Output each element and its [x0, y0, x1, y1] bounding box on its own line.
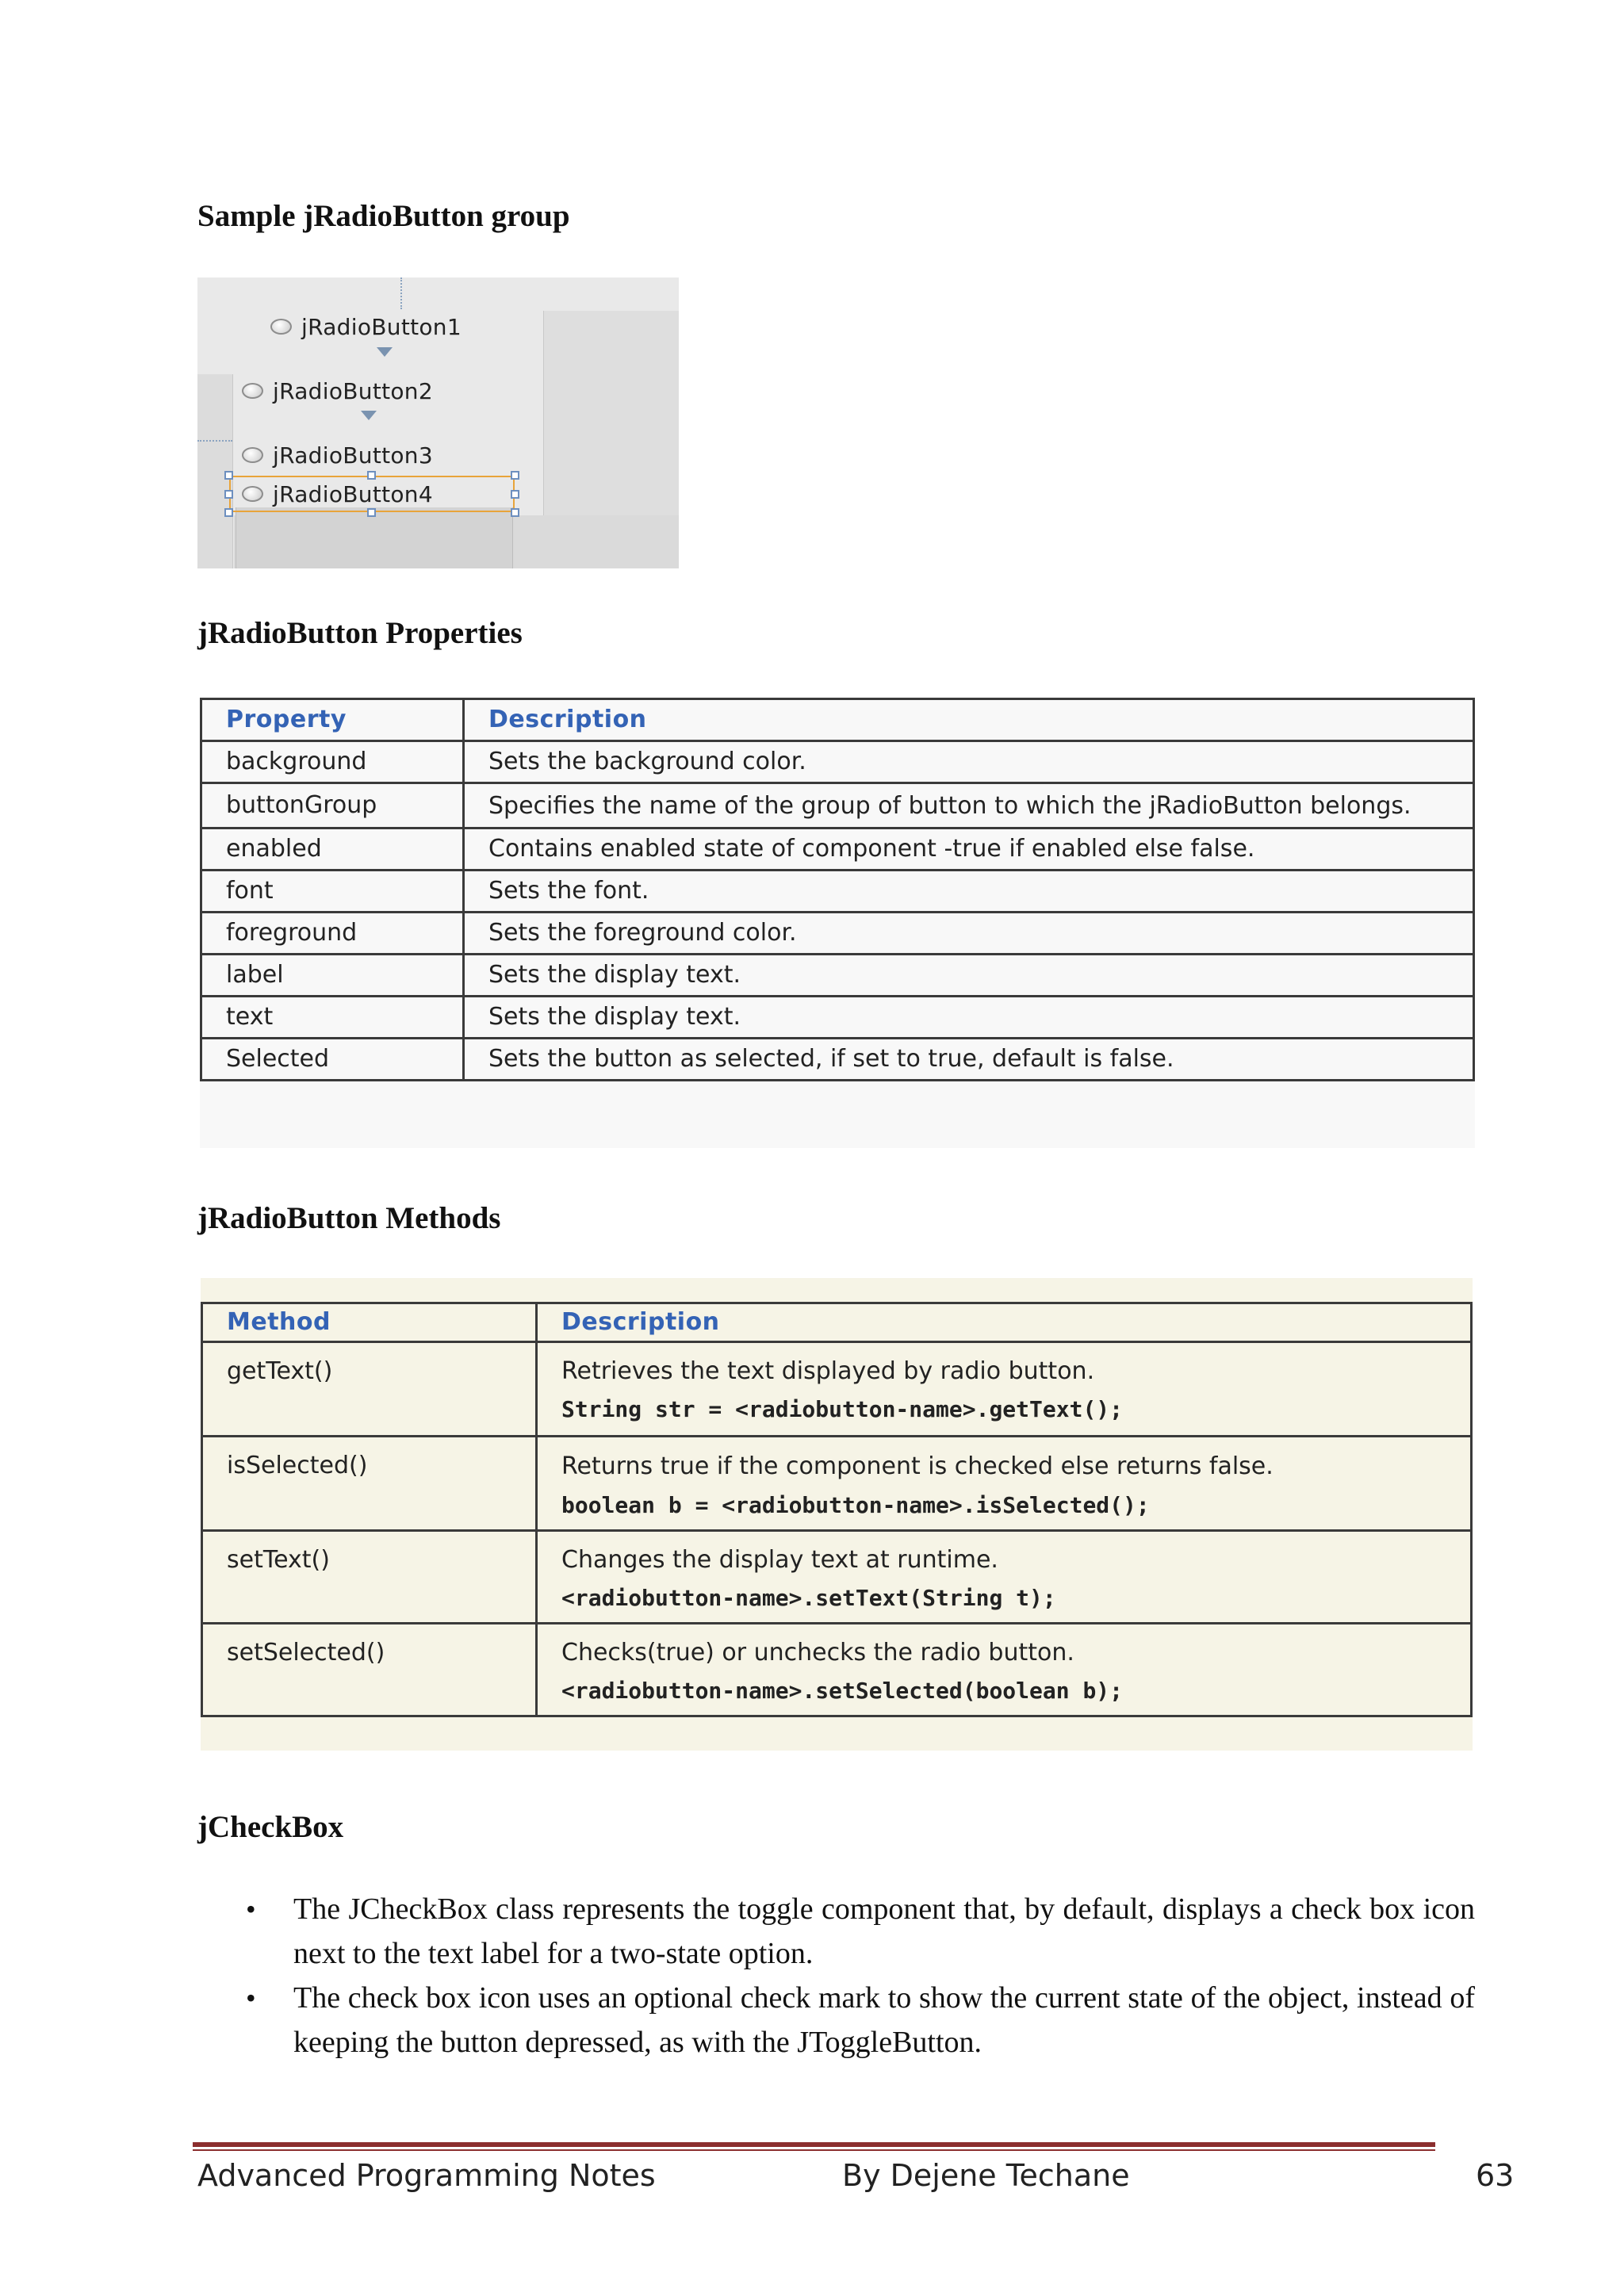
- method-description: [537, 1437, 1472, 1531]
- method-name: setSelected(): [202, 1624, 537, 1716]
- radio-button-1[interactable]: [270, 312, 462, 341]
- resize-handle[interactable]: [367, 471, 376, 480]
- properties-table: [200, 698, 1475, 1081]
- radio-button-label: jRadioButton3: [273, 442, 433, 469]
- method-code-example: <radiobutton-name>.setSelected(boolean b);: [561, 1678, 1124, 1704]
- footer-author: By Dejene Techane: [842, 2158, 1130, 2193]
- property-description: Sets the display text.: [464, 955, 1474, 997]
- table-header-row: [201, 699, 1474, 741]
- radio-button-label: jRadioButton1: [301, 313, 462, 340]
- table-row: [201, 997, 1474, 1039]
- property-name: font: [201, 871, 464, 913]
- table-row: [201, 783, 1474, 828]
- radio-circle-icon: [242, 447, 263, 463]
- property-description: Sets the display text.: [464, 997, 1474, 1039]
- resize-handle[interactable]: [511, 490, 519, 499]
- property-description: Sets the background color.: [464, 741, 1474, 783]
- footer-rule: [193, 2142, 1435, 2147]
- method-description: [537, 1624, 1472, 1716]
- property-description: Sets the button as selected, if set to true, default is false.: [464, 1039, 1474, 1081]
- table-row: [201, 871, 1474, 913]
- radio-group-screenshot: [197, 277, 679, 568]
- method-name: isSelected(): [202, 1437, 537, 1531]
- method-description: [537, 1531, 1472, 1624]
- page-number: 63: [1476, 2158, 1515, 2193]
- property-description: Sets the font.: [464, 871, 1474, 913]
- method-description-text: Checks(true) or unchecks the radio button.: [561, 1639, 1074, 1667]
- list-item: • The check box icon uses an optional check mark to show the current state of the object, instead of keeping the button depressed, as with the JToggleButton.: [293, 1976, 1475, 2064]
- properties-table-image: [200, 698, 1475, 1148]
- property-description: Specifies the name of the group of button to which the jRadioButton belongs.: [464, 783, 1474, 828]
- section-heading-methods: jRadioButton Methods: [197, 1201, 501, 1235]
- method-description-text: Changes the display text at runtime.: [561, 1546, 998, 1574]
- table-row: [201, 1039, 1474, 1081]
- property-name: text: [201, 997, 464, 1039]
- property-name: foreground: [201, 913, 464, 955]
- method-code-example: <radiobutton-name>.setText(String t);: [561, 1585, 1056, 1611]
- section-heading-radio-group: Sample jRadioButton group: [197, 199, 570, 233]
- column-header-description: Description: [464, 699, 1474, 741]
- section-heading-properties: jRadioButton Properties: [197, 616, 523, 650]
- property-name: background: [201, 741, 464, 783]
- radio-circle-icon: [270, 319, 292, 335]
- property-name: label: [201, 955, 464, 997]
- table-row: [201, 741, 1474, 783]
- list-item: • The JCheckBox class represents the toggle component that, by default, displays a check box icon next to the text label for a two-state option.: [293, 1887, 1475, 1976]
- checkbox-bullet-list: [246, 1887, 1475, 2064]
- radio-button-2[interactable]: [242, 377, 433, 405]
- table-row: [201, 913, 1474, 955]
- method-code-example: boolean b = <radiobutton-name>.isSelected();: [561, 1492, 1150, 1518]
- resize-handle[interactable]: [511, 471, 519, 480]
- column-header-property: Property: [201, 699, 464, 741]
- table-row: [202, 1437, 1472, 1531]
- table-row: [201, 955, 1474, 997]
- anchor-icon: [377, 347, 393, 357]
- method-description-text: Retrieves the text displayed by radio button.: [561, 1357, 1095, 1385]
- property-name: enabled: [201, 828, 464, 871]
- footer-title: Advanced Programming Notes: [197, 2158, 656, 2193]
- method-code-example: String str = <radiobutton-name>.getText();: [561, 1396, 1124, 1422]
- property-description: Contains enabled state of component -true if enabled else false.: [464, 828, 1474, 871]
- method-name: setText(): [202, 1531, 537, 1624]
- methods-table-image: [201, 1278, 1473, 1751]
- table-header-row: [202, 1303, 1472, 1342]
- method-description: [537, 1342, 1472, 1437]
- resize-handle[interactable]: [224, 490, 233, 499]
- radio-button-label: jRadioButton4: [273, 480, 433, 507]
- section-heading-checkbox: jCheckBox: [197, 1810, 344, 1844]
- method-name: getText(): [202, 1342, 537, 1437]
- table-row: [202, 1531, 1472, 1624]
- anchor-icon: [361, 411, 377, 420]
- radio-button-label: jRadioButton2: [273, 377, 433, 404]
- table-row: [202, 1342, 1472, 1437]
- methods-table: [201, 1302, 1473, 1717]
- footer-rule-thin: [193, 2149, 1435, 2151]
- resize-handle[interactable]: [224, 471, 233, 480]
- property-name: Selected: [201, 1039, 464, 1081]
- radio-circle-icon: [242, 486, 263, 502]
- table-row: [202, 1624, 1472, 1716]
- property-name: buttonGroup: [201, 783, 464, 828]
- table-row: [201, 828, 1474, 871]
- method-description-text: Returns true if the component is checked else returns false.: [561, 1452, 1274, 1480]
- column-header-method: Method: [202, 1303, 537, 1342]
- radio-button-3[interactable]: [242, 441, 433, 469]
- radio-circle-icon: [242, 383, 263, 399]
- radio-button-4[interactable]: [242, 480, 433, 508]
- property-description: Sets the foreground color.: [464, 913, 1474, 955]
- resize-handle[interactable]: [224, 508, 233, 517]
- resize-handle[interactable]: [511, 508, 519, 517]
- resize-handle[interactable]: [367, 508, 376, 517]
- column-header-description: Description: [537, 1303, 1472, 1342]
